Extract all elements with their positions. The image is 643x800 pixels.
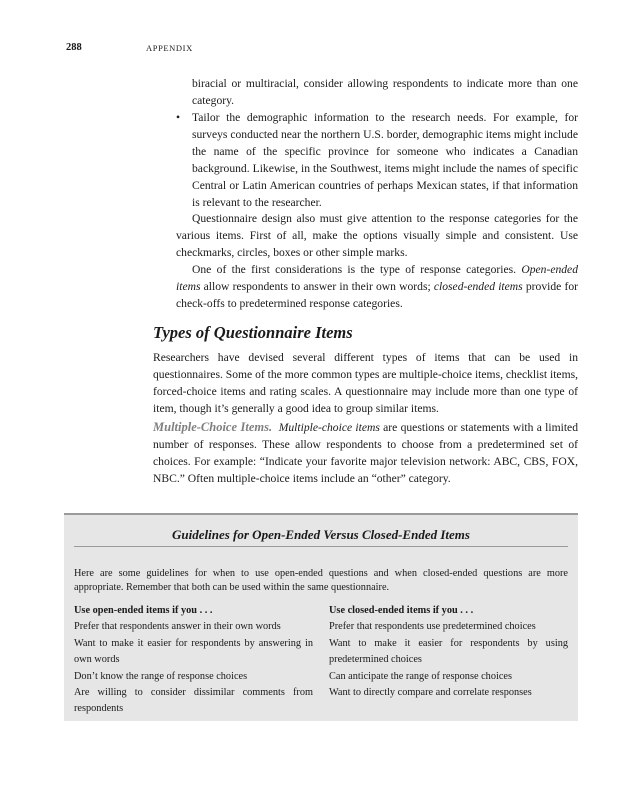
list-item: Want to make it easier for respondents by answering in own words: [74, 637, 313, 666]
list-item: Don’t know the range of response choices: [74, 670, 248, 682]
closed-ended-column: [329, 603, 568, 701]
bullet-text: Tailor the demographic information to the research needs. For example, for surveys conducted near the northern U.S. border, demographic items might include the name of the specific province for someone who indicates a Canadian background. Likewise, in the Southwest, items might include the names of specific Central or Latin American countries of perhaps Mexican states, if that information is relevant to the researcher.: [192, 111, 578, 209]
multiple-choice-paragraph: [153, 419, 578, 488]
guidelines-box: [64, 513, 578, 721]
closed-ended-heading: Use closed-ended items if you . . .: [329, 605, 474, 616]
paragraph-text: One of the first considerations is the type of response categories.: [192, 263, 522, 276]
list-item: Prefer that respondents use predetermined choices: [329, 621, 536, 633]
open-ended-heading: Use open-ended items if you . . .: [74, 605, 213, 616]
section-body: Researchers have devised several different types of items that can be used in questionnaires. Some of the more common types are multiple-choice items, checklist items, forced-choice items and rating scales. A questionnaire may include more than one type of item, though it’s generally a good idea to group similar items.: [153, 351, 578, 415]
section-title: Types of Questionnaire Items: [153, 323, 353, 342]
paragraph-text: provide for check-offs to predetermined response categories.: [176, 279, 578, 310]
page-number: 288: [66, 42, 82, 53]
bullet-continuation: biracial or multiracial, consider allowing respondents to indicate more than one category.: [192, 77, 578, 107]
paragraph-item-types: [176, 262, 578, 313]
list-item: Want to make it easier for respondents by using predetermined choices: [329, 637, 568, 666]
box-intro: Here are some guidelines for when to use open-ended questions and when closed-ended questions are more appropriate. Remember that both can be used within the same questionnaire.: [74, 568, 568, 594]
term-open-ended: Open-ended items: [176, 263, 578, 293]
list-item: Want to directly compare and correlate responses: [329, 687, 532, 699]
paragraph-text: are questions or statements with a limited number of responses. These allow respondents to choose from a predetermined set of choices. For example: “Indicate your favorite major television network: ABC, CBS, FOX, NBC.” Often multiple-choice items include an “other” category.: [153, 421, 579, 485]
list-item: Prefer that respondents answer in their own words: [74, 621, 281, 633]
run-in-head: Multiple-Choice Items.: [153, 420, 273, 434]
box-title: Guidelines for Open-Ended Versus Closed-Ended Items: [172, 527, 470, 542]
bullet-icon: •: [176, 111, 181, 124]
paragraph-text: allow respondents to answer in their own words;: [200, 279, 434, 293]
list-item: Are willing to consider dissimilar comments from respondents: [74, 687, 313, 715]
page-header: [66, 42, 577, 56]
term-multiple-choice: Multiple-choice items: [278, 421, 380, 434]
box-divider: [74, 546, 568, 547]
term-closed-ended: closed-ended items: [433, 279, 523, 293]
open-ended-column: [74, 603, 313, 718]
list-item: Can anticipate the range of response choices: [329, 670, 512, 682]
paragraph-response-categories: Questionnaire design also must give attention to the response categories for the various items. First of all, make the options visually simple and consistent. Use checkmarks, circles, boxes or other simple marks.: [176, 212, 578, 259]
bullet-item: [176, 110, 578, 211]
running-head: APPENDIX: [146, 43, 193, 53]
